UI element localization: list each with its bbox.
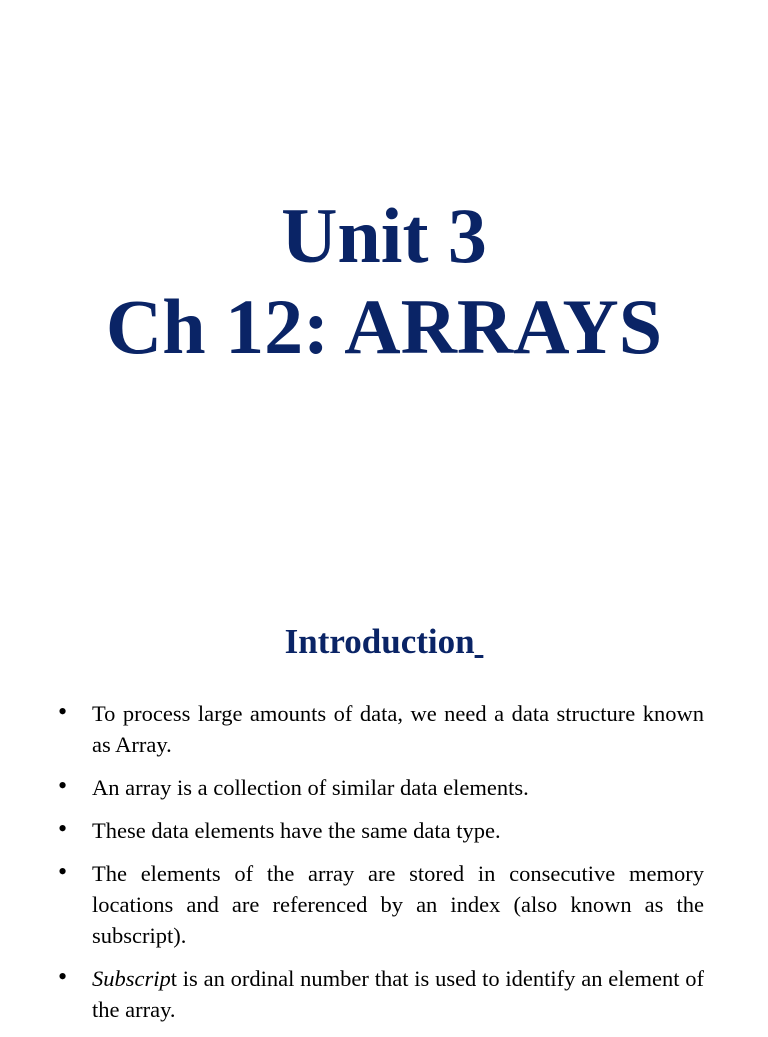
bullet-item	[58, 858, 704, 951]
section-heading-text: Introduction	[284, 622, 475, 661]
bullet-item	[58, 815, 704, 846]
bullet-dot-icon: •	[58, 814, 68, 843]
title-chapter: Ch 12: ARRAYS	[105, 283, 663, 370]
bullet-text: The elements of the array are stored in consecutive memory locations and are referenced by an index (also known as the subscript).	[92, 861, 704, 948]
bullet-dot-icon: •	[58, 962, 68, 991]
title-unit: Unit 3	[281, 192, 487, 279]
bullet-list	[58, 698, 704, 1037]
bullet-text: To process large amounts of data, we need a data structure known as Array.	[92, 701, 704, 757]
bullet-item	[58, 698, 704, 760]
bullet-text: t is an ordinal number that is used to identify an element of the array.	[92, 966, 704, 1022]
heading-underline	[475, 622, 484, 661]
bullet-text: These data elements have the same data type.	[92, 818, 501, 843]
bullet-item	[58, 772, 704, 803]
section-heading	[0, 620, 768, 664]
bullet-item	[58, 963, 704, 1025]
slide-title	[0, 190, 768, 372]
bullet-dot-icon: •	[58, 857, 68, 886]
bullet-text: An array is a collection of similar data elements.	[92, 775, 529, 800]
bullet-dot-icon: •	[58, 771, 68, 800]
bullet-term: Subscrip	[92, 966, 171, 991]
bullet-dot-icon: •	[58, 697, 68, 726]
